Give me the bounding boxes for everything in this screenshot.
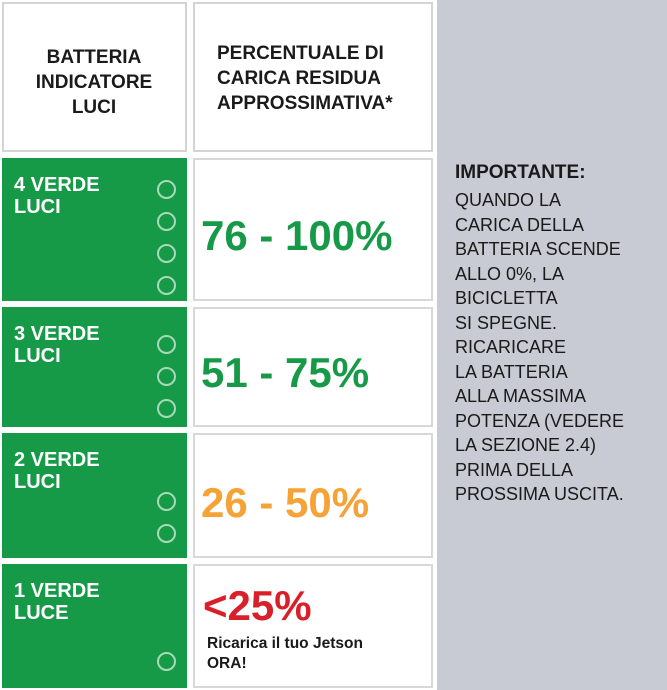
header-charge-percentage-text: PERCENTUALE DI CARICA RESIDUA APPROSSIMATIVA*: [217, 43, 393, 114]
led-group: [157, 335, 179, 431]
row-3-lights-label-cell: [2, 307, 187, 427]
led-group: [157, 180, 179, 308]
row-label: 4 VERDE LUCI: [14, 174, 100, 218]
led-circle-icon: [157, 492, 176, 511]
note-body: QUANDO LA CARICA DELLA BATTERIA SCENDE ALLO 0%, LA BICICLETTA SI SPEGNE. RICARICARE LA BATTERIA ALLA MASSIMA POTENZA (VEDERE LA SEZIONE 2.4) PRIMA DELLA PROSSIMA USCITA.: [455, 190, 625, 504]
charge-range: 26 - 50%: [201, 479, 370, 526]
header-battery-lights: [2, 2, 187, 152]
led-group: [157, 492, 179, 556]
row-3-lights-value-cell: [193, 307, 433, 427]
led-group: [157, 652, 179, 684]
led-circle-icon: [157, 367, 176, 386]
row-1-light-label-cell: [2, 564, 187, 688]
important-note-panel: [437, 0, 667, 690]
row-4-lights-label-cell: [2, 158, 187, 301]
led-circle-icon: [157, 524, 176, 543]
note-title: IMPORTANTE:: [455, 162, 586, 183]
row-2-lights-value-cell: [193, 433, 433, 558]
led-circle-icon: [157, 244, 176, 263]
led-circle-icon: [157, 180, 176, 199]
row-4-lights-value-cell: [193, 158, 433, 301]
row-label: 1 VERDE LUCE: [14, 580, 100, 624]
header-battery-lights-text: BATTERIA INDICATORE LUCI: [35, 47, 153, 118]
row-1-light-value-cell: [193, 564, 433, 688]
led-circle-icon: [157, 276, 176, 295]
led-circle-icon: [157, 652, 176, 671]
header-charge-percentage: [193, 2, 433, 152]
row-2-lights-label-cell: [2, 433, 187, 558]
led-circle-icon: [157, 335, 176, 354]
recharge-warning: Ricarica il tuo Jetson ORA!: [207, 635, 363, 672]
charge-range: 76 - 100%: [201, 212, 393, 259]
led-circle-icon: [157, 399, 176, 418]
row-label: 2 VERDE LUCI: [14, 449, 100, 493]
led-circle-icon: [157, 212, 176, 231]
charge-range: 51 - 75%: [201, 349, 370, 396]
row-label: 3 VERDE LUCI: [14, 323, 100, 367]
charge-range: <25%: [203, 582, 312, 629]
